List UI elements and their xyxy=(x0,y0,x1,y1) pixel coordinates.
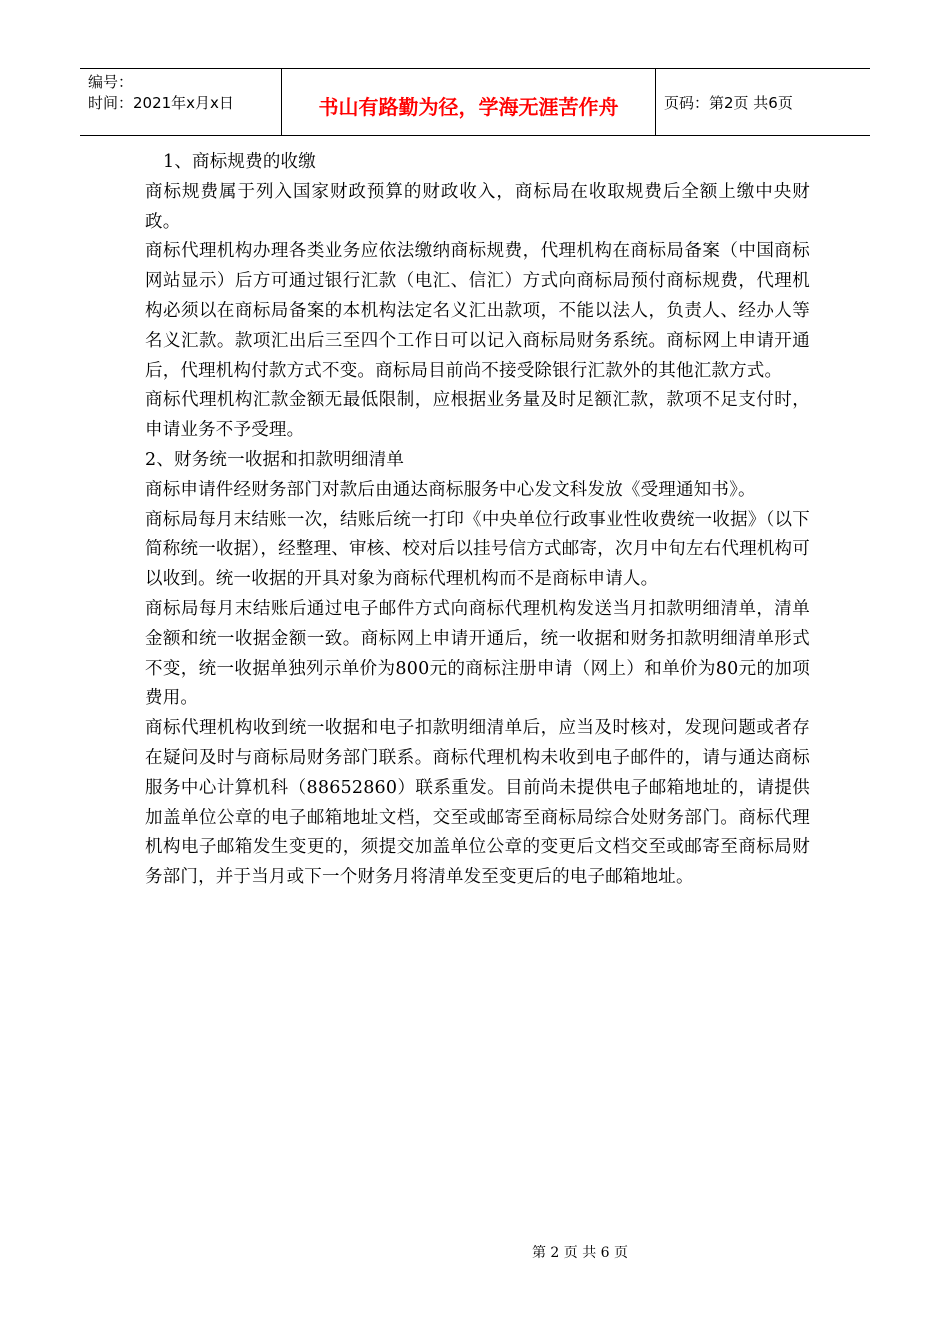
paragraph: 商标代理机构收到统一收据和电子扣款明细清单后，应当及时核对，发现问题或者存在疑问及时与商标局财务部门联系。商标代理机构未收到电子邮件的，请与通达商标服务中心计算机科（88652860）联系重发。目前尚未提供电子邮箱地址的，请提供加盖单位公章的电子邮箱地址文档，交至或邮寄至商标局综合处财务部门。商标代理机构电子邮箱发生变更的，须提交加盖单位公章的变更后文档交至或邮寄至商标局财务部门，并于当月或下一个财务月将清单发至变更后的电子邮箱地址。 xyxy=(145,718,810,888)
paragraph: 商标代理机构办理各类业务应依法缴纳商标规费，代理机构在商标局备案（中国商标网站显示）后方可通过银行汇款（电汇、信汇）方式向商标局预付商标规费，代理机构必须以在商标局备案的本机构法定名义汇出款项，不能以法人，负责人、经办人等名义汇款。款项汇出后三至四个工作日可以记入商标局财务系统。商标网上申请开通后，代理机构付款方式不变。商标局目前尚不接受除银行汇款外的其他汇款方式。 xyxy=(145,241,810,381)
header-meta-cell xyxy=(80,69,282,135)
header-table xyxy=(80,68,870,136)
paragraph: 商标局每月末结账后通过电子邮件方式向商标代理机构发送当月扣款明细清单，清单金额和统一收据金额一致。商标网上申请开通后，统一收据和财务扣款明细清单形式不变，统一收据单独列示单价为800元的商标注册申请（网上）和单价为80元的加项费用。 xyxy=(145,598,810,709)
time-label: 时间：2021年x月x日 xyxy=(88,94,234,112)
motto-text: 书山有路勤为径，学海无涯苦作舟 xyxy=(318,94,619,119)
paragraph: 商标代理机构汇款金额无最低限制，应根据业务量及时足额汇款，款项不足支付时，申请业务不予受理。 xyxy=(145,390,810,441)
page-info-text: 页码：第2页 共6页 xyxy=(664,93,793,112)
paragraph: 商标规费属于列入国家财政预算的财政收入，商标局在收取规费后全额上缴中央财政。 xyxy=(145,181,810,232)
motto-cell xyxy=(282,69,656,135)
paragraph: 商标局每月末结账一次，结账后统一打印《中央单位行政事业性收费统一收据》（以下简称统一收据），经整理、审核、校对后以挂号信方式邮寄，次月中旬左右代理机构可以收到。统一收据的开具对象为商标代理机构而不是商标申请人。 xyxy=(145,509,810,590)
footer-page-number: 第 2 页 共 6 页 xyxy=(531,1245,629,1261)
page-info-cell xyxy=(656,69,870,135)
number-label: 编号： xyxy=(88,73,134,91)
section-heading-1: 1、商标规费的收缴 xyxy=(163,152,316,172)
page-footer xyxy=(0,1242,950,1262)
paragraph: 商标申请件经财务部门对款后由通达商标服务中心发文科发放《受理通知书》。 xyxy=(145,479,756,500)
section-heading-2: 2、财务统一收据和扣款明细清单 xyxy=(145,449,405,470)
document-body xyxy=(145,148,810,893)
